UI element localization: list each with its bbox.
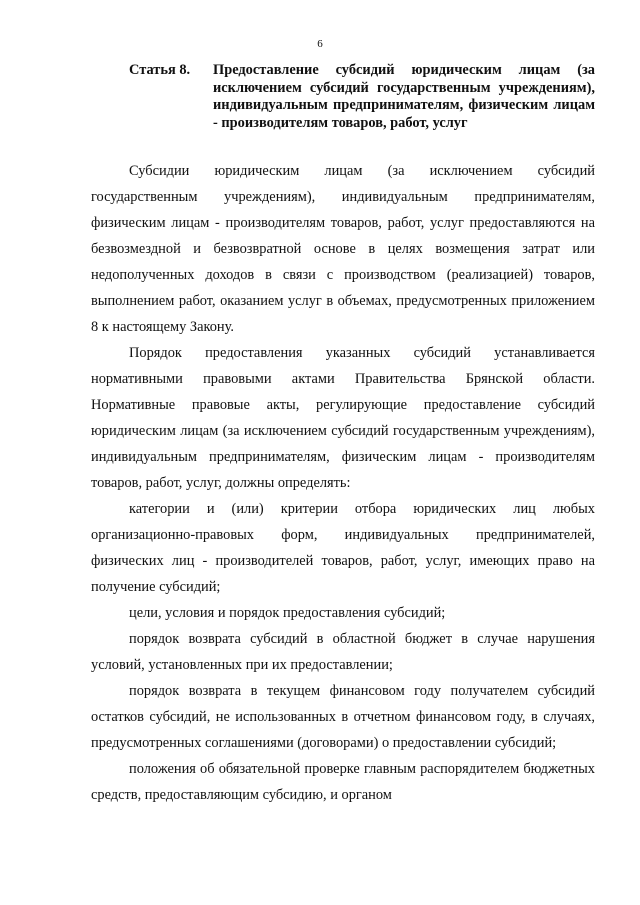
article-heading: [129, 62, 595, 132]
paragraph: Порядок предоставления указанных субсидий устанавливается нормативными правовыми актами Правительства Брянской области. Нормативные правовые акты, регулирующие предоставление субсидий юридическим лицам (за исключением субсидий государственным учреждениям), индивидуальным предпринимателям, физическим лицам - производителям товаров, работ, услуг, должны определять:: [91, 345, 595, 491]
paragraph: порядок возврата в текущем финансовом году получателем субсидий остатков субсидий, не использованных в отчетном финансовом году, в случаях, предусмотренных соглашениями (договорами) о предоставлении субсидий;: [91, 683, 595, 751]
paragraph: Субсидии юридическим лицам (за исключением субсидий государственным учреждениям), индивидуальным предпринимателям, физическим лицам - производителям товаров, работ, услуг предоставляются на безвозмездной и безвозвратной основе в целях возмещения затрат или недополученных доходов в связи с производством (реализацией) товаров, выполнением работ, оказанием услуг в объемах, предусмотренных приложением 8 к настоящему Закону.: [91, 163, 595, 335]
paragraph: положения об обязательной проверке главным распорядителем бюджетных средств, предоставляющим субсидию, и органом: [91, 761, 595, 803]
page-number: 6: [317, 38, 323, 50]
article-label: Статья 8.: [129, 62, 191, 78]
paragraph: цели, условия и порядок предоставления субсидий;: [129, 605, 446, 621]
article-body: [91, 158, 595, 808]
paragraph: порядок возврата субсидий в областной бюджет в случае нарушения условий, установленных при их предоставлении;: [91, 631, 595, 673]
paragraph: категории и (или) критерии отбора юридических лиц любых организационно-правовых форм, индивидуальных предпринимателей, физических лиц - производителей товаров, работ, услуг, имеющих право на получение субсидий;: [91, 501, 595, 595]
article-title: Предоставление субсидий юридическим лицам (за исключением субсидий государственным учреждениям), индивидуальным предпринимателям, физическим лицам - производителям товаров, работ, услуг: [213, 62, 595, 131]
